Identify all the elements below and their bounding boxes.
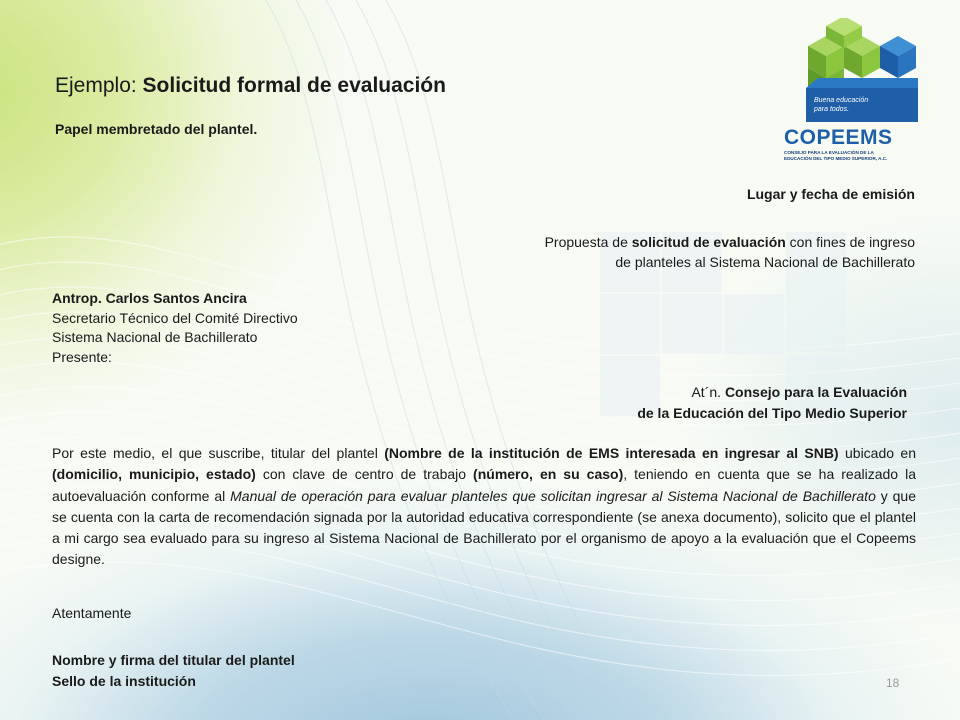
page-subtitle: Papel membretado del plantel.: [55, 121, 258, 137]
body-text-1: Por este medio, el que suscribe, titular del plantel: [52, 445, 385, 461]
attention-org-2: de la Educación del Tipo Medio Superior: [637, 405, 907, 421]
logo-subline-2: EDUCACIÓN DEL TIPO MEDIO SUPERIOR, A.C.: [784, 156, 888, 161]
proposal-line-1: [545, 232, 915, 252]
proposal-pre: Propuesta de: [544, 234, 632, 250]
logo-brand: COPEEMS: [784, 126, 893, 149]
recipient-position: Secretario Técnico del Comité Directivo: [52, 309, 298, 326]
copeems-logo-icon: [778, 18, 928, 168]
recipient-org: Sistema Nacional de Bachillerato: [52, 329, 258, 346]
page-title: [55, 74, 446, 98]
body-address-placeholder: (domicilio, municipio, estado): [52, 466, 256, 483]
logo-subline-1: CONSEJO PARA LA EVALUACIÓN DE LA: [784, 150, 874, 155]
body-manual-title: Manual de operación para evaluar planteles que solicitan ingresar al Sistema Nacional de Bachillerato: [230, 487, 876, 504]
body-text-2: ubicado en: [838, 445, 916, 461]
attention-org-1: Consejo para la Evaluación: [724, 384, 907, 400]
logo-tagline-1: Buena educación: [814, 97, 869, 104]
recipient-name: Antrop. Carlos Santos Ancira: [52, 290, 247, 306]
body-text-4: , teniendo en cuenta que se ha realizado la autoevaluación conforme al: [52, 466, 916, 504]
attention-block: [637, 382, 907, 424]
title-prefix: Ejemplo:: [55, 74, 143, 97]
body-text-3: con clave de centro de trabajo: [255, 466, 474, 483]
place-and-date: Lugar y fecha de emisión: [746, 186, 915, 202]
title-main: Solicitud formal de evaluación: [142, 74, 446, 97]
logo-tagline-2: para todos.: [814, 106, 850, 113]
proposal-post: con fines de ingreso: [785, 234, 915, 250]
proposal-line-2: de planteles al Sistema Nacional de Bachillerato: [615, 254, 915, 270]
page-number: 18: [886, 676, 900, 690]
recipient-greeting: Presente:: [52, 348, 112, 365]
proposal-reference: [545, 232, 915, 272]
signature-name-line: Nombre y firma del titular del plantel: [52, 652, 295, 668]
signature-seal-line: Sello de la institución: [52, 673, 196, 689]
body-text-5: y que se cuenta con la carta de recomendación signada por la autoridad educativa correspondiente (se anexa documento), solicito que el plantel a mi cargo sea evaluado para su ingreso al Sistema Nacional de Bachillerato por el organismo de apoyo a la evaluación que el Copeems designe.: [52, 487, 917, 568]
letter-body: [52, 443, 916, 571]
closing-salutation: Atentamente: [52, 605, 132, 621]
attention-prefix: At´n.: [691, 384, 725, 400]
recipient-block: [52, 289, 298, 367]
attention-line-1: [637, 382, 907, 403]
body-institution-placeholder: (Nombre de la institución de EMS interesada en ingresar al SNB): [384, 445, 839, 461]
body-code-placeholder: (número, en su caso): [473, 466, 624, 483]
proposal-bold: solicitud de evaluación: [631, 234, 786, 250]
